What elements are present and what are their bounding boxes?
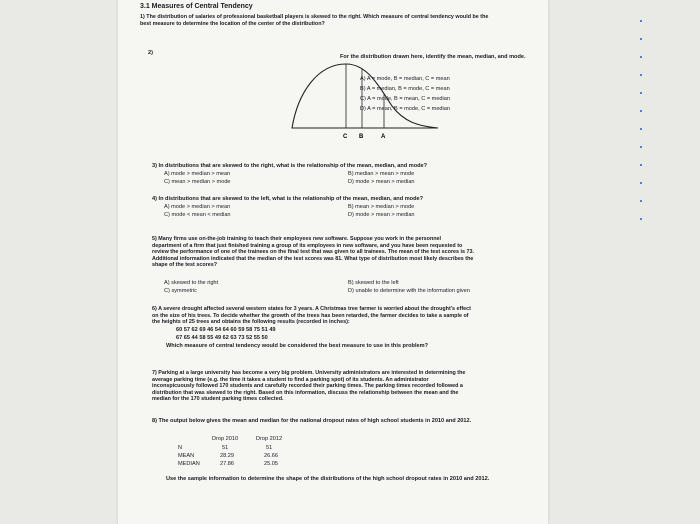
q2-choice-a: A) A = mode, B = median, C = mean	[360, 76, 450, 82]
table-row-label: MEDIAN	[178, 461, 200, 467]
question-5	[152, 236, 474, 269]
q3-choice-d: D) mode > mean > median	[348, 179, 415, 185]
q4-choice-a: A) mode > median > mean	[164, 204, 231, 210]
section-title: 3.1 Measures of Central Tendency	[140, 3, 253, 10]
q7-line: distribution that was skewed to the right. Based on this information, discuss the relationship between the mean and the	[152, 389, 459, 396]
table-row-label: MEAN	[178, 453, 195, 459]
question-1: 1) The distribution of salaries of professional basketball players is skewed to the right. Which measure of central tendency would be the best measure to determine the location of the center of the distribution?	[140, 14, 489, 27]
table-cell: 27.86	[220, 461, 234, 467]
q6-line: 6) A severe drought affected several western states for 3 years. A Christmas tree farmer is worried about the drought's effect	[152, 306, 471, 312]
table-header: Drop 2012	[256, 436, 283, 442]
table-cell: 26.66	[264, 453, 278, 459]
question-2-number: 2)	[148, 50, 153, 56]
q3-choice-b: B) median > mean > mode	[348, 171, 415, 177]
question-3: 3) In distributions that are skewed to the right, what is the relationship of the mean, median, and mode?	[152, 163, 428, 169]
q5-choice-a: A) skewed to the right	[164, 280, 219, 286]
table-cell: 28.29	[220, 453, 234, 459]
q6-data-row-2: 67 65 44 58 55 49 62 63 73 52 55 50	[176, 335, 268, 341]
curve-label-b: B	[359, 134, 364, 140]
q5-line: Additional information indicated that the median of the test scores was 81. What type of distribution most likely describes the	[152, 255, 474, 262]
table-cell: 51	[222, 445, 229, 451]
curve-label-a: A	[381, 134, 386, 140]
q2-choice-c: C) A = mode, B = mean, C = median	[360, 96, 451, 102]
q6-question: Which measure of central tendency would be considered the best measure to use in this problem?	[166, 343, 429, 349]
q5-choice-b: B) skewed to the left	[348, 280, 399, 286]
q3-choice-c: C) mean > median > mode	[164, 179, 231, 185]
table-row-label: N	[178, 445, 183, 451]
skewed-distribution-curve	[288, 62, 498, 148]
q5-line: department of a firm that just finished training a group of its employees in new software, and you have been requested to	[152, 242, 463, 249]
curve-label-c: C	[343, 134, 348, 140]
table-header: Drop 2010	[212, 436, 239, 442]
q5-line: 5) Many firms use on-the-job training to teach their employees new software. Suppose you work in the personnel	[152, 236, 442, 242]
question-6	[152, 306, 471, 326]
q4-choice-c: C) mode < mean < median	[164, 212, 231, 218]
question-2-prompt: For the distribution drawn here, identify the mean, median, and mode.	[340, 54, 526, 60]
q2-choice-d: D) A = mean, B = mode, C = median	[360, 106, 451, 112]
q5-line: review the performance of one of the trainees on the final test that was given to all trainees. The mean of the test scores is 73.	[152, 249, 475, 256]
worksheet-page	[118, 0, 548, 524]
q2-choice-b: B) A = median, B = mode, C = mean	[360, 86, 450, 92]
q4-choice-d: D) mode > mean > median	[348, 212, 415, 218]
q6-data-row-1: 60 57 62 69 46 54 64 60 59 58 75 51 49	[176, 327, 276, 333]
q4-choice-b: B) mean > median > mode	[348, 204, 415, 210]
q7-line: median for the 170 student parking times collected.	[152, 396, 284, 403]
q3-choice-a: A) mode > median > mean	[164, 171, 231, 177]
question-7	[152, 370, 465, 403]
q7-line: average parking time (e.g. the time it takes a student to find a parking spot) of its students. An administrator	[152, 376, 429, 383]
q7-line: inconspicuously followed 170 students and carefully recorded their parking times. The parking times recorded followed a	[152, 383, 463, 390]
q6-line: the heights of 25 trees and obtains the following results (recorded in inches):	[152, 319, 350, 326]
table-cell: 51	[266, 445, 273, 451]
q8-question: Use the sample information to determine the shape of the distributions of the high school dropout rates in 2010 and 2012.	[166, 476, 490, 482]
q5-line: shape of the test scores?	[152, 262, 218, 269]
q5-choice-c: C) symmetric	[164, 288, 197, 294]
q6-line: on the size of his trees. To decide whether the growth of the trees has been retarded, the farmer decides to take a sample of	[152, 312, 469, 319]
table-cell: 25.05	[264, 461, 278, 467]
q7-line: 7) Parking at a large university has become a very big problem. University administrators are interested in determining the	[152, 370, 466, 376]
question-4: 4) In distributions that are skewed to the left, what is the relationship of the mean, median, and mode?	[152, 196, 424, 202]
q5-choice-d: D) unable to determine with the information given	[348, 288, 470, 294]
question-8: 8) The output below gives the mean and median for the national dropout rates of high school students in 2010 and 2012.	[152, 418, 472, 424]
page-edge-dots	[640, 20, 644, 240]
